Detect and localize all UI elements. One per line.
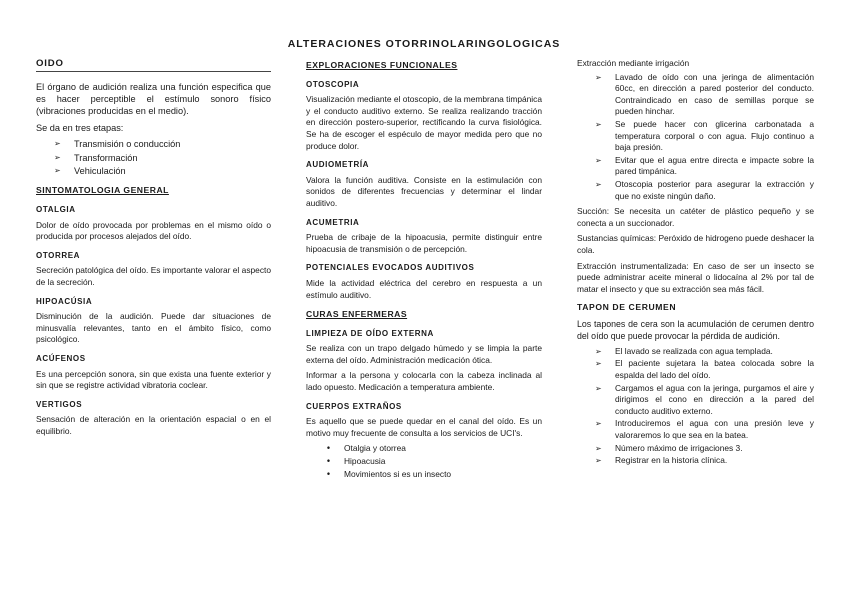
subheading-hipoacusia: HIPOACÚSIA [36,296,93,306]
column-oido [36,58,271,442]
list-item: ➢ Cargamos el agua con la jeringa, purgamos el aire y dirigimos el cono en dirección a la pared del conducto auditivo externo. [577,383,814,418]
subheading-cuerpos: CUERPOS EXTRAÑOS [306,401,402,411]
limpieza-text-1: Se realiza con un trapo delgado húmedo y se limpia la parte externa del oído. Administración medicación ótica. [306,343,542,365]
list-item: ➢ Transmisión o conducción [36,138,271,150]
sustancias-text: Sustancias químicas: Peróxido de hidrogeno puede deshacer la cola. [577,233,814,255]
subheading-limpieza: LIMPIEZA DE OÍDO EXTERNA [306,328,434,338]
list-item: ➢ El lavado se realizada con agua templada. [577,346,814,358]
list-item: ➢ Lavado de oído con una jeringa de alimentación 60cc, en dirección a pared posterior del conducto. Contraindicado en caso de semillas porque se pueden hinchar. [577,72,814,118]
extraccion-list [577,72,814,203]
subheading-otoscopia: OTOSCOPIA [306,79,360,89]
list-item: ➢ Vehiculación [36,165,271,177]
column-exploraciones [306,58,542,481]
acumetria-text: Prueba de cribaje de la hipoacusia, permite distinguir entre hipoacusia de transmisión o de percepción. [306,232,542,254]
list-item: ➢ Registrar en la historia clínica. [577,455,814,467]
subheading-otalgia: OTALGIA [36,205,76,215]
otoscopia-text: Visualización mediante el otoscopio, de la membrana timpánica y el conducto auditivo externo. Se realiza realizando tracción en dirección postero-superior, rectificando la curva fisiológica. Se ha de escoger el espéculo de mayor medida pero que no produce dolor. [306,94,542,151]
section-heading-oido: OIDO [36,58,271,72]
audiometria-text: Valora la función auditiva. Consiste en la estimulación con sonidos de diferentes frecuencias y determinar el lindar auditivo. [306,174,542,208]
hipoacusia-text: Disminución de la audición. Puede dar situaciones de minusvalía relevantes, tanto en el ámbito físico, como psicológico. [36,311,271,345]
section-heading-exploraciones: EXPLORACIONES FUNCIONALES [306,60,458,70]
cuerpos-text: Es aquello que se puede quedar en el canal del oído. Es un motivo muy frecuente de consulta a los servicios de UCI's. [306,416,542,438]
subheading-audiometria: AUDIOMETRÍA [306,160,370,170]
subheading-tapon: TAPON DE CERUMEN [577,302,677,313]
section-heading-curas: CURAS ENFERMERAS [306,309,408,320]
limpieza-text-2: Informar a la persona y colocarla con la cabeza inclinada al lado opuesto. Medicación a temperatura ambiente. [306,370,542,393]
list-item: ➢ Otoscopia posterior para asegurar la extracción y que no existe ningún daño. [577,179,814,202]
otalgia-text: Dolor de oído provocada por problemas en el mismo oído o producida por procesos alejados del oído. [36,219,271,242]
instrumental-text: Extracción instrumentalizada: En caso de ser un insecto se puede administrar aceite mineral o lidocaína al 2% por tal de matar el insecto y que su extracción sea más fácil. [577,260,814,294]
vertigos-text: Sensación de alteración en la orientación espacial o en el equilibrio. [36,414,271,436]
otorrea-text: Secreción patológica del oído. Es importante valorar el aspecto de la secreción. [36,265,271,287]
list-item: • Hipoacusia [306,456,542,468]
list-item: ➢ Se puede hacer con glicerina carbonatada a temperatura corporal o con agua. Flujo continuo a baja presión. [577,119,814,154]
page-title: ALTERACIONES OTORRINOLARINGOLOGICAS [287,38,561,50]
list-item: • Otalgia y otorrea [306,443,542,455]
subheading-acufenos: ACÚFENOS [36,353,86,363]
stages-list [36,138,271,177]
list-item: ➢ El paciente sujetara la batea colocada sobre la espalda del lado del oído. [577,358,814,381]
stages-intro: Se da en tres etapas: [36,122,124,133]
acufenos-text: Es una percepción sonora, sin que exista una fuente exterior y sin que se registre actividad vibratoria coclear. [36,368,271,391]
extraccion-title: Extracción mediante irrigación [577,58,690,68]
cuerpos-list [306,443,542,480]
list-item: ➢ Transformación [36,152,271,164]
list-item: ➢ Número máximo de irrigaciones 3. [577,443,814,455]
succion-text: Succión: Se necesita un catéter de plástico pequeño y se conecta a un succionador. [577,206,814,228]
list-item: ➢ Evitar que el agua entre directa e impacte sobre la pared timpánica. [577,155,814,178]
column-extraccion [577,58,814,468]
list-item: • Movimientos si es un insecto [306,469,542,481]
oido-intro: El órgano de audición realiza una función especifica que es hacer perceptible el estímulo sonoro físico (vibraciones producidas en el medio). [36,81,271,117]
section-heading-sintomatologia: SINTOMATOLOGIA GENERAL [36,185,169,196]
list-item: ➢ Introduciremos el agua con una presión leve y valoraremos lo que sea en la batea. [577,418,814,441]
tapon-text: Los tapones de cera son la acumulación de cerumen dentro del oído que puede provocar la pérdida de audición. [577,318,814,341]
potenciales-text: Mide la actividad eléctrica del cerebro en respuesta a un estímulo auditivo. [306,277,542,300]
subheading-acumetria: ACUMETRIA [306,217,360,227]
subheading-potenciales: POTENCIALES EVOCADOS AUDITIVOS [306,263,475,273]
subheading-otorrea: OTORREA [36,250,81,260]
tapon-list [577,346,814,467]
subheading-vertigos: VERTIGOS [36,399,83,409]
